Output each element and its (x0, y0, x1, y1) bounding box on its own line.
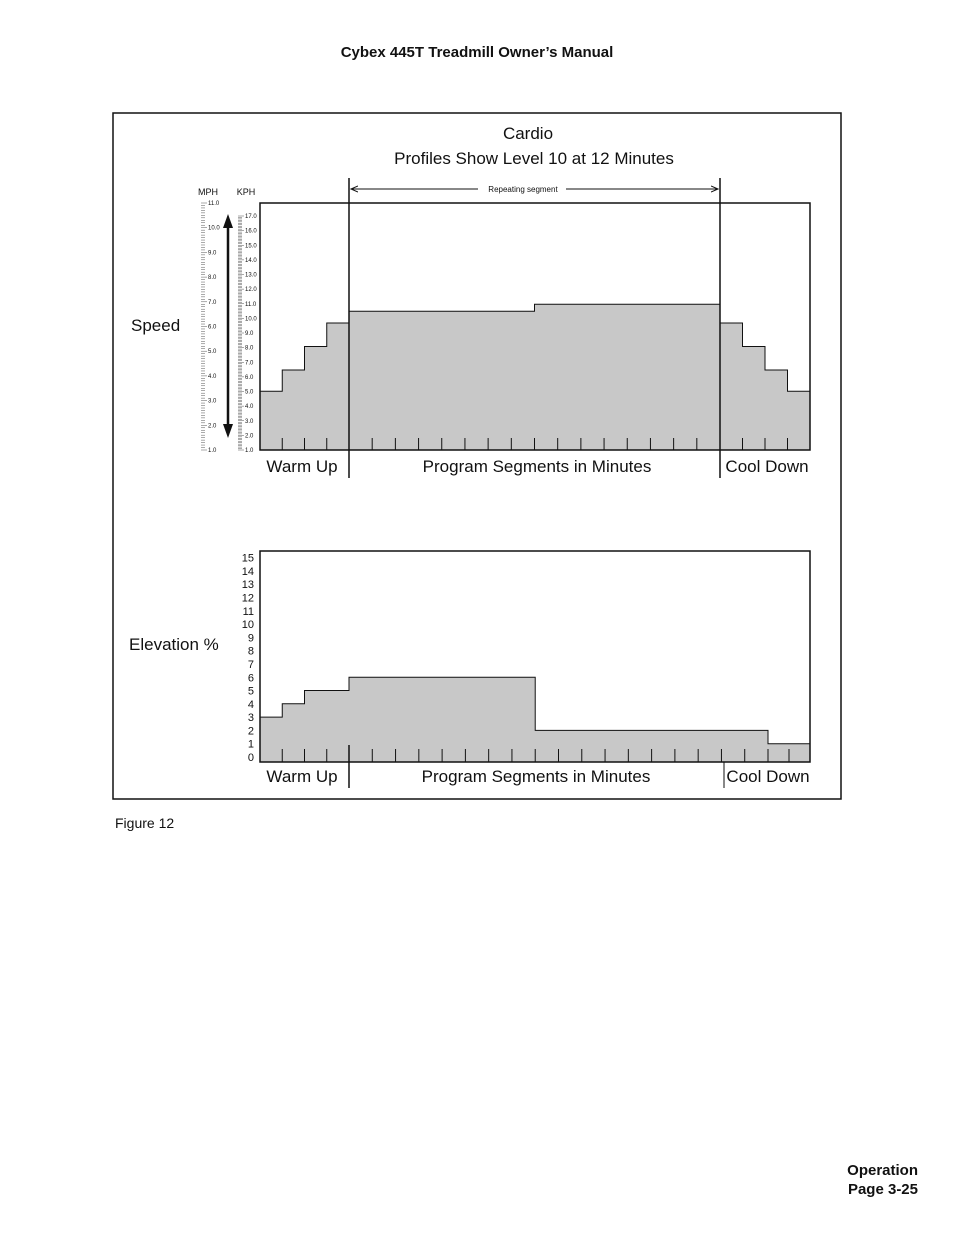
mph-tick-label: 5.0 (208, 349, 217, 356)
elevation-tick-label: 9 (247, 632, 254, 645)
mph-tick-label: 11.0 (208, 201, 220, 207)
elevation-tick-label: 0 (247, 752, 254, 764)
figure-caption: Figure 12 (115, 815, 175, 831)
kph-tick-label: 5.0 (245, 389, 254, 396)
page-header-title: Cybex 445T Treadmill Owner’s Manual (340, 44, 614, 61)
kph-tick-label: 2.0 (245, 433, 254, 440)
speed-arrow-up-icon (223, 214, 233, 228)
figure-title: Cardio (502, 124, 554, 143)
kph-tick-label: 9.0 (245, 331, 254, 337)
elevation-tick-label: 11 (242, 605, 254, 618)
elevation-tick-label: 1 (247, 738, 254, 751)
kph-tick-label: 12.0 (245, 287, 257, 294)
mph-tick-label: 10.0 (208, 225, 220, 232)
speed-arrow-down-icon (223, 424, 233, 438)
elevation-tick-label: 14 (241, 565, 254, 578)
elevation-tick-label: 7 (247, 658, 254, 671)
kph-label: KPH (236, 187, 256, 197)
kph-tick-label: 11.0 (245, 301, 257, 308)
elevation-y-ticks (242, 553, 254, 764)
elevation-program-label: Program Segments in Minutes (421, 767, 651, 786)
speed-cooldown-label: Cool Down (725, 457, 809, 476)
speed-axis-label: Speed (131, 316, 181, 335)
kph-tick-label: 15.0 (245, 243, 257, 250)
elevation-tick-label: 4 (247, 698, 254, 711)
elevation-tick-label: 13 (241, 579, 254, 592)
kph-tick-label: 7.0 (245, 360, 254, 367)
kph-tick-label: 8.0 (245, 345, 254, 352)
mph-tick-label: 6.0 (208, 324, 217, 331)
kph-tick-label: 17.0 (245, 214, 257, 220)
elevation-tick-label: 6 (247, 672, 254, 685)
mph-tick-label: 1.0 (208, 448, 217, 454)
kph-tick-label: 16.0 (245, 228, 257, 235)
speed-program-label: Program Segments in Minutes (422, 457, 652, 476)
mph-label: MPH (198, 187, 218, 197)
mph-tick-label: 8.0 (208, 275, 217, 282)
elevation-cooldown-label: Cool Down (726, 767, 810, 786)
speed-chart (131, 187, 810, 478)
mph-tick-label: 7.0 (208, 299, 217, 306)
kph-tick-label: 3.0 (245, 418, 254, 425)
kph-tick-label: 13.0 (245, 272, 257, 279)
elevation-chart (129, 551, 810, 788)
elevation-tick-label: 3 (247, 712, 254, 725)
mph-tick-label: 4.0 (208, 373, 217, 380)
elevation-tick-label: 2 (247, 725, 254, 738)
elevation-tick-label: 15 (241, 552, 254, 565)
speed-warmup-label: Warm Up (266, 457, 338, 476)
kph-tick-label: 6.0 (245, 374, 254, 381)
repeating-segment-label: Repeating segment (488, 185, 558, 194)
kph-tick-label: 4.0 (245, 404, 254, 411)
mph-tick-label: 3.0 (208, 398, 217, 405)
mph-tick-label: 9.0 (208, 250, 217, 257)
page-footer (847, 1161, 918, 1199)
kph-tick-label: 14.0 (245, 257, 257, 264)
elevation-tick-label: 5 (247, 685, 254, 698)
kph-tick-label: 1.0 (245, 448, 254, 454)
footer-page-number: Page 3-25 (847, 1181, 918, 1198)
elevation-tick-label: 12 (241, 592, 254, 605)
speed-profile-area (260, 304, 810, 450)
mph-tick-label: 2.0 (208, 423, 217, 430)
kph-tick-label: 10.0 (245, 316, 257, 323)
elevation-tick-label: 8 (247, 645, 254, 658)
elevation-warmup-label: Warm Up (266, 767, 338, 786)
speed-profile (260, 304, 810, 450)
footer-section: Operation (847, 1162, 918, 1179)
elevation-axis-label: Elevation % (129, 635, 219, 654)
figure-subtitle: Profiles Show Level 10 at 12 Minutes (394, 149, 674, 168)
elevation-tick-label: 10 (241, 619, 254, 632)
